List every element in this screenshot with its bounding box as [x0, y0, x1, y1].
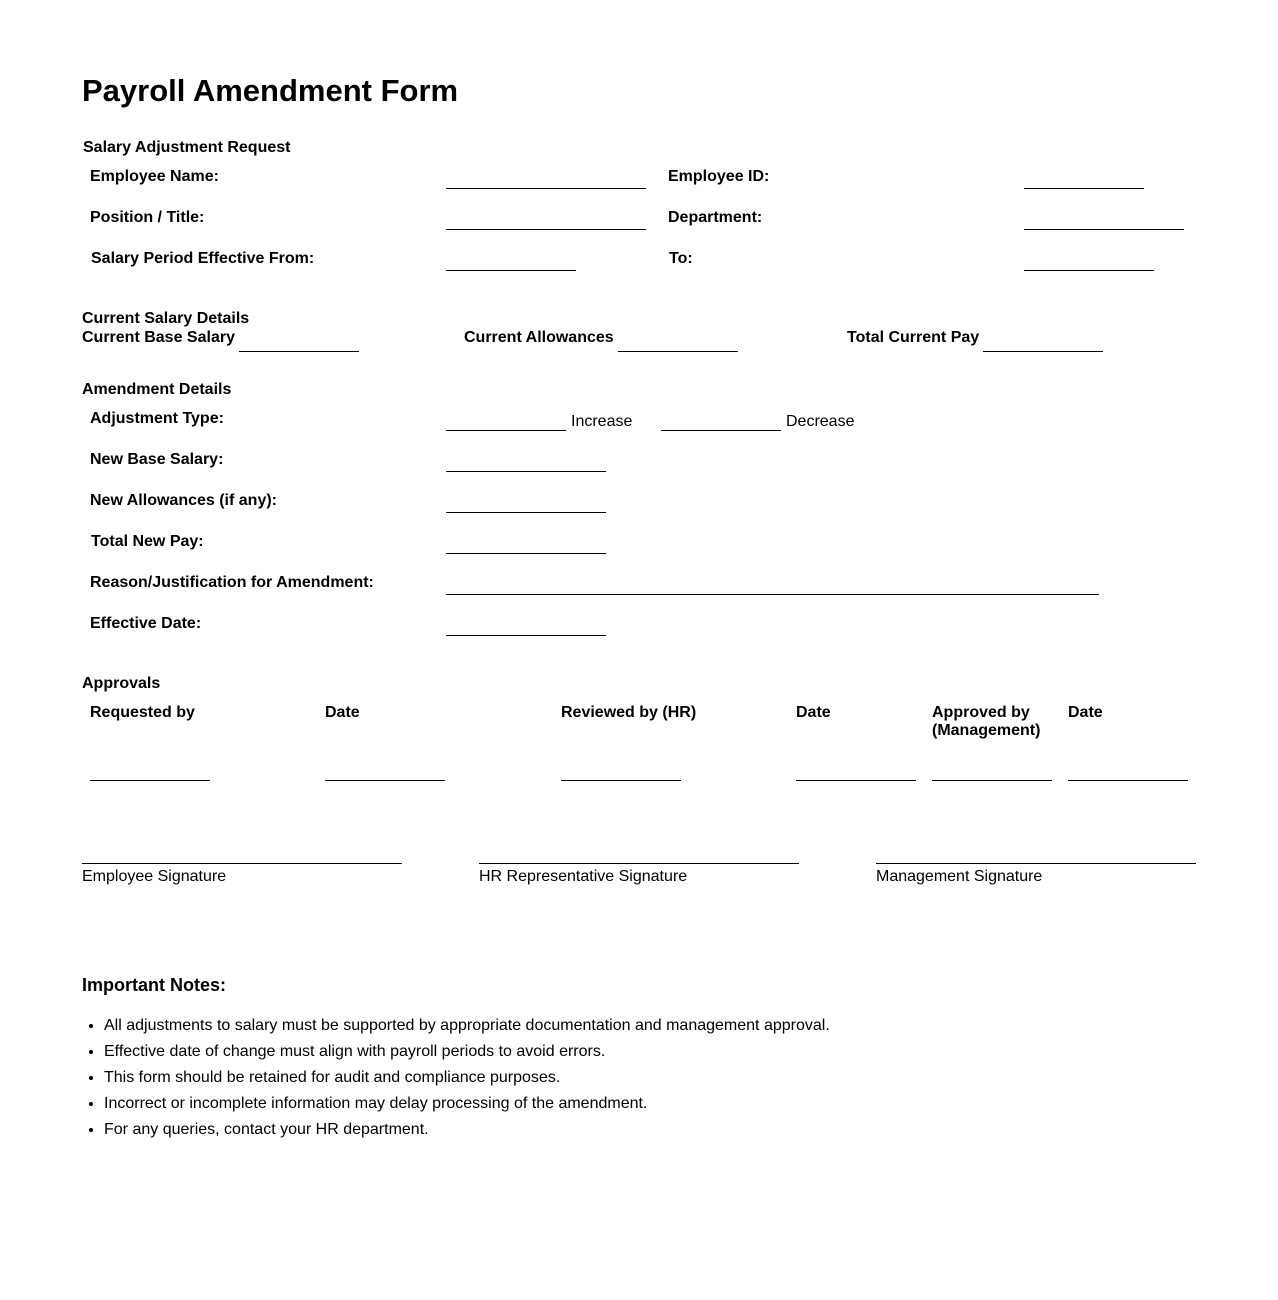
period-to-field[interactable] [1024, 270, 1154, 271]
reviewed-by-field[interactable] [561, 780, 681, 781]
reason-field[interactable] [446, 594, 1099, 595]
page-title: Payroll Amendment Form [82, 73, 459, 108]
requested-by-field[interactable] [90, 780, 210, 781]
new-base-field[interactable] [446, 471, 606, 472]
new-base-label: New Base Salary: [90, 451, 224, 468]
new-allowances-field[interactable] [446, 512, 606, 513]
reviewed-date-label: Date [796, 704, 831, 721]
employee-name-field[interactable] [446, 188, 646, 189]
period-from-label: Salary Period Effective From: [91, 250, 315, 267]
total-new-field[interactable] [446, 553, 606, 554]
increase-field[interactable] [446, 430, 566, 431]
employee-signature-label: Employee Signature [82, 868, 227, 885]
list-item: • Incorrect or incomplete information may delay processing of the amendment. [104, 1091, 830, 1117]
department-label: Department: [668, 209, 763, 226]
reviewed-date-field[interactable] [796, 780, 916, 781]
decrease-field[interactable] [661, 430, 781, 431]
current-base-label: Current Base Salary [82, 329, 235, 346]
effective-date-field[interactable] [446, 635, 606, 636]
total-current-label: Total Current Pay [847, 329, 980, 346]
total-current-field[interactable] [983, 351, 1103, 352]
employee-id-label: Employee ID: [668, 168, 770, 185]
section-heading-current-salary: Current Salary Details [82, 310, 250, 327]
notes-list [82, 1013, 830, 1143]
notes-heading: Important Notes: [82, 975, 226, 995]
department-field[interactable] [1024, 229, 1184, 230]
reason-label: Reason/Justification for Amendment: [90, 574, 374, 591]
approved-by-field[interactable] [932, 780, 1052, 781]
position-field[interactable] [446, 229, 646, 230]
list-item: • This form should be retained for audit and compliance purposes. [104, 1065, 830, 1091]
section-heading-amendment: Amendment Details [82, 381, 232, 398]
employee-signature-line[interactable] [82, 863, 402, 864]
approved-date-field[interactable] [1068, 780, 1188, 781]
requested-date-label: Date [325, 704, 360, 721]
position-label: Position / Title: [90, 209, 205, 226]
management-signature-line[interactable] [876, 863, 1196, 864]
reviewed-by-label: Reviewed by (HR) [561, 704, 697, 721]
requested-date-field[interactable] [325, 780, 445, 781]
period-to-label: To: [669, 250, 693, 267]
approved-by-label: Approved by [932, 704, 1030, 721]
requested-by-label: Requested by [90, 704, 195, 721]
effective-date-label: Effective Date: [90, 615, 202, 632]
list-item: • All adjustments to salary must be supported by appropriate documentation and management approval. [104, 1013, 830, 1039]
employee-id-field[interactable] [1024, 188, 1144, 189]
decrease-label: Decrease [786, 413, 855, 430]
current-base-field[interactable] [239, 351, 359, 352]
management-signature-label: Management Signature [876, 868, 1043, 885]
increase-label: Increase [571, 413, 633, 430]
current-allowances-label: Current Allowances [464, 329, 614, 346]
list-item: • Effective date of change must align with payroll periods to avoid errors. [104, 1039, 830, 1065]
hr-signature-label: HR Representative Signature [479, 868, 688, 885]
list-item: • For any queries, contact your HR department. [104, 1117, 830, 1143]
current-allowances-field[interactable] [618, 351, 738, 352]
period-from-field[interactable] [446, 270, 576, 271]
approved-date-label: Date [1068, 704, 1103, 721]
adjustment-type-label: Adjustment Type: [90, 410, 224, 427]
total-new-label: Total New Pay: [91, 533, 204, 550]
section-heading-approvals: Approvals [82, 675, 161, 692]
hr-signature-line[interactable] [479, 863, 799, 864]
employee-name-label: Employee Name: [90, 168, 219, 185]
new-allowances-label: New Allowances (if any): [90, 492, 277, 509]
section-heading-salary-adjustment: Salary Adjustment Request [83, 139, 291, 156]
approved-by-label-line2: (Management) [932, 722, 1041, 739]
